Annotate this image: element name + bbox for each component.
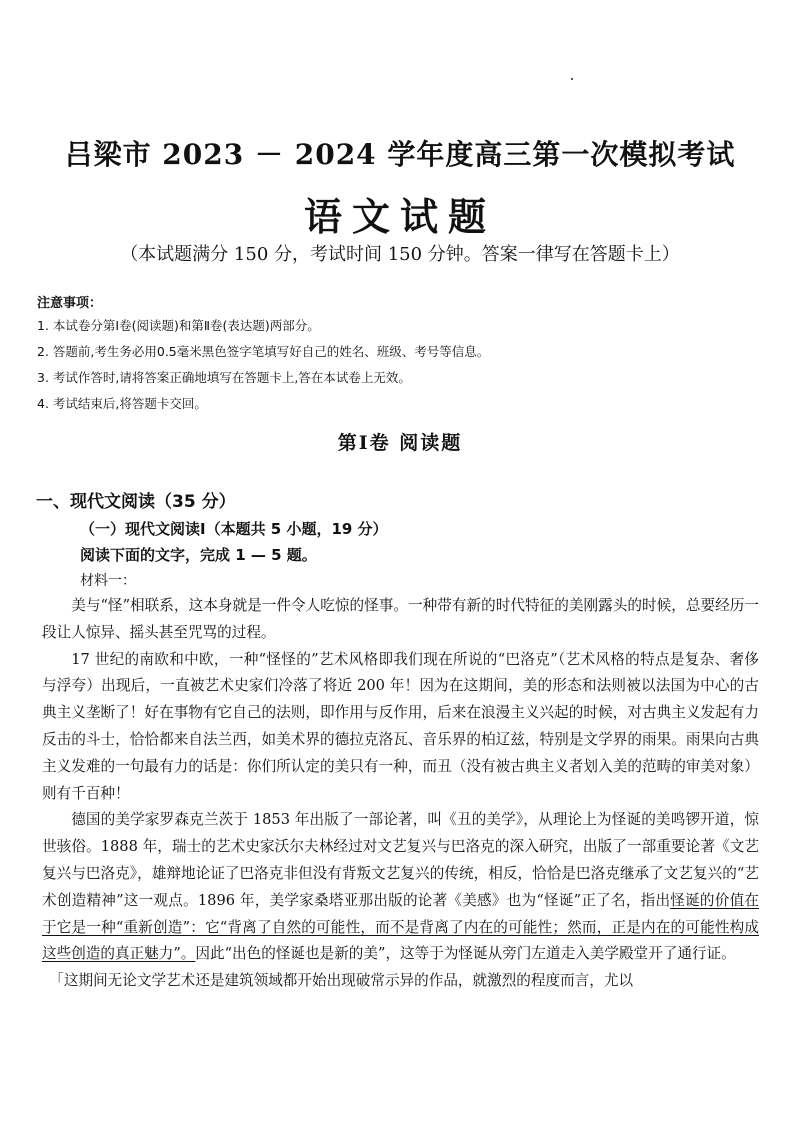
passage-text: 德国的美学家罗森克兰茨于 1853 年出版了一部论著，叫《丑的美学》，从理论上为怪诞的美鸣锣开道，惊世骇俗。1888 年，瑞士的艺术史家沃尔夫林经过对文艺复兴与巴洛克的深入研究，出版了一部重要论著《文艺复兴与巴洛克》，雄辩地论证了巴洛克非但没有背叛文艺复兴的传统，相反，恰恰是巴洛克继承了文艺复兴的“艺术创造精神”这一观点。1896 年，美学家桑塔亚那出版的论著《美感》也为“怪诞”正了名，指出 — [42, 811, 759, 909]
notes-list — [37, 317, 489, 421]
passage-paragraph: 美与“怪”相联系，这本身就是一件令人吃惊的怪事。一种带有新的时代特征的美刚露头的时候，总要经历一段让人惊异、摇头甚至咒骂的过程。 — [42, 597, 759, 641]
note-item: 2. 答题前,考生务必用0.5毫米黑色签字笔填写好自己的姓名、班级、考号等信息。 — [37, 344, 490, 359]
reading-instruction: 阅读下面的文字，完成 1 — 5 题。 — [80, 546, 317, 564]
note-item: 3. 考试作答时,请将答案正确地填写在答题卡上,答在本试卷上无效。 — [37, 370, 411, 385]
subject-title: 语文试题 — [303, 194, 496, 239]
passage-paragraph: 17 世纪的南欧和中欧，一种“怪怪的”艺术风格即我们现在所说的“巴洛克”（艺术风格的特点是复杂、奢侈与浮夸）出现后，一直被艺术史家们冷落了将近 200 年！因为在这期间，美的形态和法则被以法国为中心的古典主义垄断了！好在事物有它自己的法则，即作用与反作用，后来在浪漫主义兴起的时候，对古典主义发起有力反击的斗士，恰恰都来自法兰西，如美术界的德拉克洛瓦、音乐界的柏辽兹，特别是文学界的雨果。雨果向古典主义发难的一句最有力的话是：你们所认定的美只有一种，而丑（没有被古典主义者划入美的范畴的审美对象）则有千百种！ — [42, 650, 759, 802]
passage-body — [42, 593, 759, 995]
notes-heading: 注意事项： — [37, 296, 103, 311]
note-item: 1. 本试卷分第Ⅰ卷(阅读题)和第Ⅱ卷(表达题)两部分。 — [37, 318, 320, 333]
exam-info: （本试题满分 150 分，考试时间 150 分钟。答案一律写在答题卡上） — [120, 244, 680, 265]
part-heading: 一、现代文阅读（35 分） — [36, 492, 236, 512]
passage-paragraph — [42, 807, 759, 968]
sub-heading: （一）现代文阅读Ⅰ（本题共 5 小题，19 分） — [80, 520, 388, 538]
scan-speck — [571, 78, 573, 80]
section-title: 第Ⅰ卷 阅读题 — [337, 432, 463, 454]
passage-text: 因此“出色的怪诞也是新的美”，这等于为怪诞从旁门左道走入美学殿堂开了通行证。 — [195, 945, 736, 963]
material-label: 材料一： — [80, 573, 136, 589]
exam-title: 吕梁市 2023 － 2024 学年度高三第一次模拟考试 — [64, 138, 736, 171]
note-item: 4. 考试结束后,将答题卡交回。 — [37, 396, 207, 411]
underlined-text: 怪诞的价值在于它是一种“重新创造”：它“背离了自然的可能性，而不是背离了内在的可能性；然而，正是内在的可能性构成这些创造的真正魅力”。 — [42, 891, 759, 963]
passage-paragraph: 「这期间无论文学艺术还是建筑领域都开始出现破常示异的作品，就激烈的程度而言，尤以 — [49, 972, 634, 990]
